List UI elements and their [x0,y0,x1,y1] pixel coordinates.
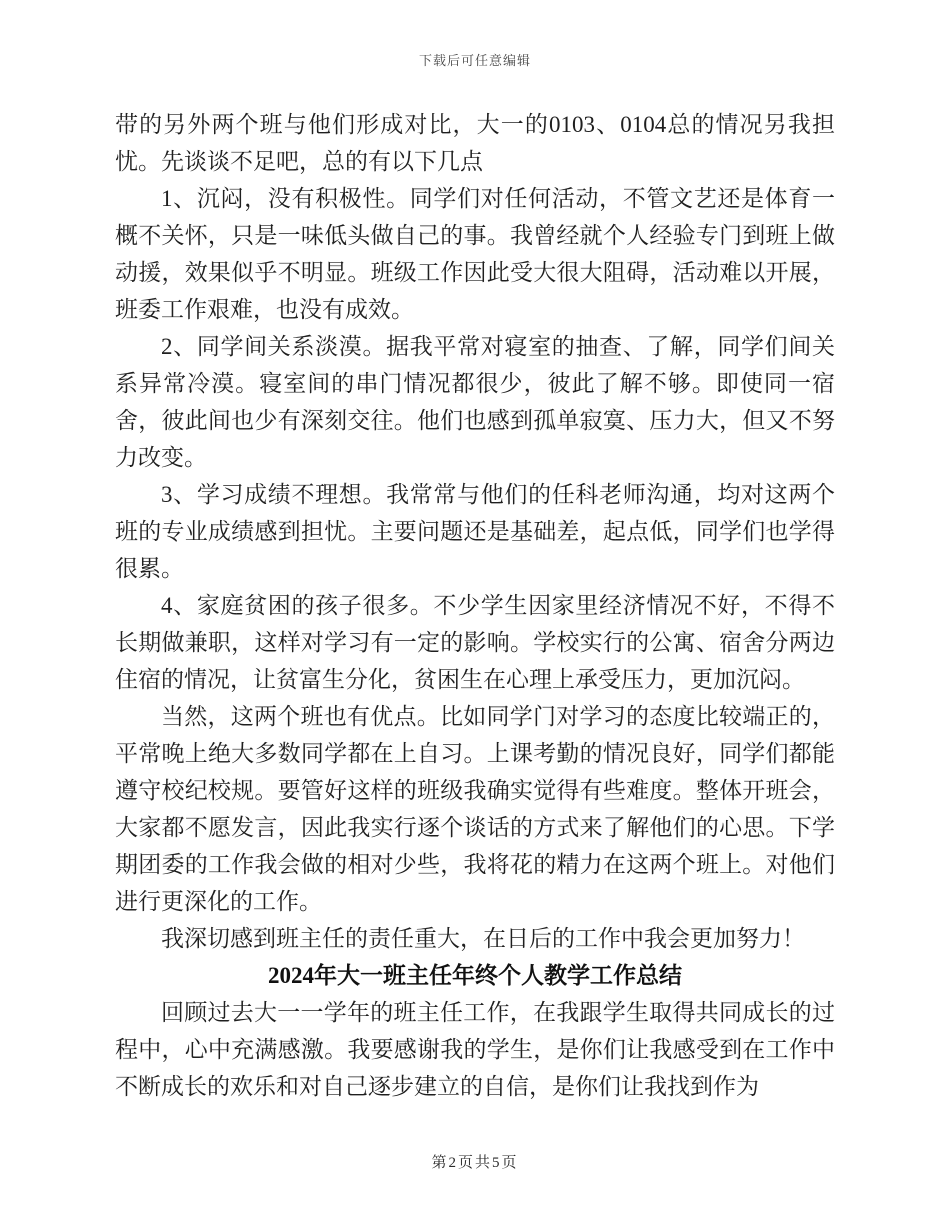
paragraph-merits: 当然，这两个班也有优点。比如同学门对学习的态度比较端正的，平常晚上绝大多数同学都在上自习。上课考勤的情况良好，同学们都能遵守校纪校规。要管好这样的班级我确实觉得有些难度。整体开班会，大家都不愿发言，因此我实行逐个谈话的方式来了解他们的心思。下学期团委的工作我会做的相对少些，我将花的精力在这两个班上。对他们进行更深化的工作。 [115,704,835,914]
paragraph-shortcoming-2: 2、同学间关系淡漠。据我平常对寝室的抽查、了解，同学们间关系异常冷漠。寝室间的串门情况都很少，彼此了解不够。即使同一宿舍，彼此间也少有深刻交往。他们也感到孤单寂寞、压力大，但又不努力改变。 [115,334,835,470]
paragraph-continued: 带的另外两个班与他们形成对比，大一的0103、0104总的情况另我担忧。先谈谈不足吧，总的有以下几点 [115,112,835,174]
paragraph-shortcoming-3: 3、学习成绩不理想。我常常与他们的任科老师沟通，均对这两个班的专业成绩感到担忧。主要问题还是基础差，起点低，同学们也学得很累。 [115,482,835,581]
paragraph-closing: 我深切感到班主任的责任重大，在日后的工作中我会更加努力！ [161,926,805,951]
header-note: 下载后可任意编辑 [418,53,531,68]
document-body [115,106,835,1105]
paragraph-next-section-opening: 回顾过去大一一学年的班主任工作，在我跟学生取得共同成长的过程中，心中充满感激。我要感谢我的学生，是你们让我感受到在工作中不断成长的欢乐和对自己逐步建立的自信，是你们让我找到作为 [115,1000,835,1099]
paragraph-shortcoming-1: 1、沉闷，没有积极性。同学们对任何活动，不管文艺还是体育一概不关怀，只是一味低头做自己的事。我曾经就个人经验专门到班上做动援，效果似乎不明显。班级工作因此受大很大阻碍，活动难以开展，班委工作艰难，也没有成效。 [115,186,835,322]
section-title: 2024年大一班主任年终个人教学工作总结 [268,963,682,988]
paragraph-shortcoming-4: 4、家庭贫困的孩子很多。不少学生因家里经济情况不好，不得不长期做兼职，这样对学习有一定的影响。学校实行的公寓、宿舍分两边住宿的情况，让贫富生分化，贫困生在心理上承受压力，更加沉闷。 [115,593,835,692]
footer-page-number: 第2页共5页 [431,1155,519,1171]
